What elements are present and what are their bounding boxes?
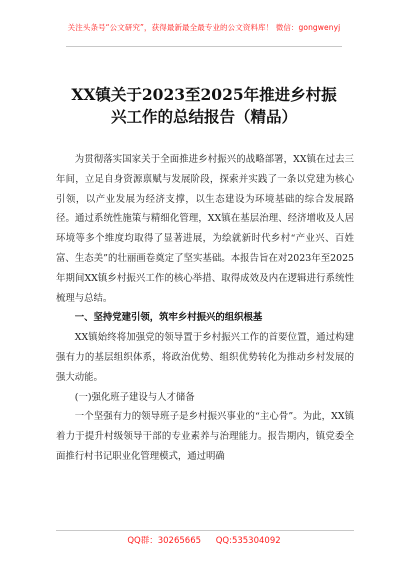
paragraph-section-1: XX镇始终将加强党的领导置于乡村振兴工作的首要位置，通过构建强有力的基层组织体系，将政治优势、组织优势转化为推动乡村发展的强大动能。 [56, 332, 354, 383]
paragraph-intro: 为贯彻落实国家关于全面推进乡村振兴的战略部署，XX镇在过去三年间，立足自身资源禀赋与发展阶段，探索并实践了一条以党建为核心引领，以产业发展为经济支撑，以生态建设为环境基础的综合发展路径。通过系统性施策与精细化管理，XX镇在基层治理、经济增收及人居环境等多个维度均取得了显著进展，为绘就新时代乡村“产业兴、百姓富、生态美”的壮丽画卷奠定了坚实基础。本报告旨在对2023年至2025年期间XX镇乡村振兴工作的核心举措、取得成效及内在逻辑进行系统性梳理与总结。 [56, 154, 354, 304]
document-title [0, 84, 408, 128]
title-line-1: XX镇关于2023至2025年推进乡村振 [71, 85, 337, 104]
qq-number: QQ:535304092 [215, 536, 281, 546]
qq-group: QQ群：30265665 [127, 536, 202, 546]
promo-header: 关注头条号“公文研究”，获得最新最全最专业的公文资料库！ 微信：gongwenyj [67, 23, 341, 32]
header-divider [66, 46, 342, 47]
section-heading-1: 一、坚持党建引领，筑牢乡村振兴的组织根基 [74, 312, 263, 324]
contact-footer [0, 534, 408, 546]
paragraph-subsection-1: 一个坚强有力的领导班子是乡村振兴事业的“主心骨”。为此，XX镇着力于提升村级领导干部的专业素养与治理能力。报告期内，镇党委全面推行村书记职业化管理模式，通过明确 [56, 411, 354, 462]
footer-divider [56, 530, 354, 531]
title-line-2: 兴工作的总结报告（精品） [110, 107, 297, 126]
document-body [56, 150, 354, 467]
subsection-heading-1: (一)强化班子建设与人才储备 [74, 391, 195, 403]
